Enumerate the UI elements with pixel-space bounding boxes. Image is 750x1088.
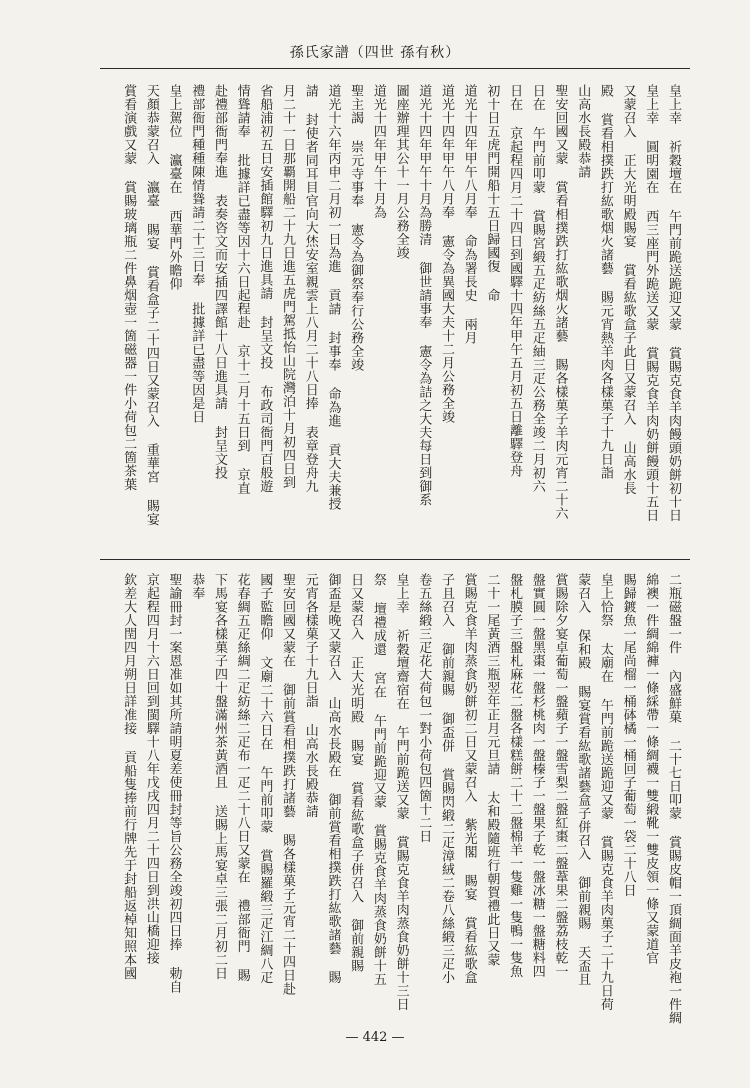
text-column: 聖安回國又蒙 賞看相撲跌打紘歌烟火諸藝 賜各樣菓子羊肉元宵二十六 xyxy=(552,84,568,520)
text-column: 元宵各樣菓子十九日詣 山高水長殿恭請 xyxy=(302,573,318,818)
text-column: 道光十四年甲午八月奉 命為署長史 兩月 xyxy=(461,84,477,345)
text-column: 殿 賞看相撲跌打紘歌烟火諸藝 賜元宵熱羊肉各樣菓子十九日詣 xyxy=(597,84,613,480)
text-column: 綿襖一件綢綿褲一條綵帶一條綢襪一雙緞靴一雙皮領一條又蒙道官 xyxy=(643,573,659,965)
text-column: 祭 壇禮成還 宮在 午門前跪迎又蒙 賞賜克食羊肉蒸食奶餅十五 xyxy=(370,573,386,986)
text-column: 皇上恰祭 太廟在 午門前跪送跪迎又蒙 賞賜克食羊肉菓子二十九日荷 xyxy=(597,573,613,1011)
text-column: 欽差大人閏四月朔日詳准接 貢船隻捧前行牌先于封船返棹知照本國 xyxy=(121,573,137,980)
upper-text-block xyxy=(94,84,684,564)
text-column: 赴禮部衙門奉進 表奏咨文而安插四譯館十八日進具請 封呈文投 xyxy=(211,84,227,480)
text-column: 日又蒙召入 正大光明殿 賜宴 賞看紘歌盒子併召入 御前親賜 xyxy=(348,573,364,973)
text-column: 天顏恭蒙召入 瀛臺 賜宴 賞看盒子二十四日又蒙召入 重華宮 賜宴 xyxy=(143,84,159,526)
text-column: 國子監瞻仰 文廟二十六日在 午門前叩蒙 賞賜羅緞三疋江綢八疋 xyxy=(257,573,273,984)
text-column: 花春綢五疋絲綢二疋紡絲二疋布一疋二十八日又蒙在 禮部衙門 賜 xyxy=(234,573,250,982)
text-column: 圖座辦理其公十一月公務全竣 xyxy=(393,84,409,260)
text-column: 請 封使者同耳目官向大烋安室親雲上八月二十八日捧 表章登舟九 xyxy=(302,84,318,493)
text-column: 道光十六年丙申二月初一日為進 貢請 封事奉 命為進 貢大夫兼授 xyxy=(325,84,341,511)
text-column: 恭奉 xyxy=(189,573,205,600)
lower-text-block xyxy=(94,573,684,1053)
text-column: 聖主謁 崇元寺事奉 憲令為御祭奉行公務全竣 xyxy=(348,84,364,372)
text-column: 日在 京起程四月二十四日到國驛十四年甲午五月初五日離驛登舟 xyxy=(507,84,523,478)
text-column: 道光十四年甲午十月為 xyxy=(370,84,386,219)
text-column: 道光十四年甲午八月奉 憲令為異國大夫十二月公務全竣 xyxy=(438,84,454,424)
text-column: 賞看演戲又蒙 賞賜玻璃瓶二件鼻烟壺一箇磁器一件小荷包二箇茶葉 xyxy=(121,84,137,491)
text-column: 賞賜克食羊肉蒸食奶餅初二日又蒙召入 紫光閣 賜宴 賞看紘歌盒 xyxy=(461,573,477,984)
text-column: 下馬宴各樣菓子四十盤滿州茶黃酒且 送賜上馬宴卓三張二月初二日 xyxy=(211,573,227,980)
text-column: 初十日五虎門開船十五日歸國復 命 xyxy=(484,84,500,302)
text-column: 日在 午門前叩蒙 賞賜宮緞五疋紡絲五疋紬三疋公務全竣二月初六 xyxy=(529,84,545,493)
middle-rule xyxy=(100,559,690,560)
text-column: 子且召入 御前親賜 御盃併 賞賜閃緞二疋漳絨二卷八絲緞三疋小 xyxy=(438,573,454,984)
text-column: 盤實圓一盤黑棗一盤杉桃肉一盤榛子一盤果子乾一盤冰糖一盤糖料四 xyxy=(529,573,545,978)
text-column: 聖安回國又蒙在 御前賞看相撲跌打諸藝 賜各樣菓子元宵二十四日赴 xyxy=(280,573,296,996)
text-column: 二十一尾黃酒三瓶翌年正月元旦請 太和殿隨班行朝賀禮此日又蒙 xyxy=(484,573,500,967)
text-column: 賞賜除夕宴卓葡萄一盤蘋子一盤雪梨二盤紅棗二盤葦果二盤荔枝乾一 xyxy=(552,573,568,978)
text-column: 皇上駕位 瀛臺在 西華門外瞻仰 xyxy=(166,84,182,291)
text-column: 月二十一日那覇開船二十九日進五虎門駕抵怡山院灣泊十月初四日到 xyxy=(280,84,296,489)
top-rule xyxy=(100,68,690,69)
text-column: 蒙召入 保和殿 賜宴賞看紘歌諸藝盒子併召入 御前親賜 天盃且 xyxy=(575,573,591,986)
text-column: 二瓶磁盤一件 內盛鮮菓 二十七日叩蒙 賞賜皮帽一頂綢面羊皮袍一件綢 xyxy=(666,573,681,1025)
text-column: 皇上幸 祈穀壇在 午門前跪送跪迎又蒙 賞賜克食羊肉饅頭奶餅初十日 xyxy=(666,84,681,522)
text-column: 卷五絲緞三疋花大荷包一對小荷包四箇十二日 xyxy=(416,573,432,843)
page-title: 孫氏家譜（四世 孫有秋） xyxy=(289,45,461,61)
text-column: 山高水長殿恭請 xyxy=(575,84,591,179)
text-column: 皇上幸 祈穀壇齋宿在 午門前跪送又蒙 賞賜克食羊肉蒸食奶餅十三日 xyxy=(393,573,409,1011)
text-column: 京起程四月十六日回到閩驛十八年戊戌四月二十四日到洪山橋迎接 xyxy=(143,573,159,965)
text-column: 皇上幸 圓明園在 西三座門外跪送又蒙 賞賜克食羊肉奶餅饅頭十五日 xyxy=(643,84,659,522)
text-column: 盤札膜子三盤札麻花二盤各樣糕餅二十二盤棉羊一隻雞一隻鴨一隻魚 xyxy=(507,573,523,978)
text-column: 賜歸鍍魚一尾尚榴一桶砵橘一桶回子葡萄一袋二十八日 xyxy=(620,573,636,897)
text-column: 禮部衙門種種陳情聳請二十三日奉 批據詳已盡等因是日 xyxy=(189,84,205,424)
text-column: 情聳請奉 批據詳已盡等因十六日起程赴 京十二月十五日到 京直 xyxy=(234,84,250,495)
text-column: 省船浦初五日安插館驛初九日進具請 封呈文投 布政司衙門百般遊 xyxy=(257,84,273,493)
text-column: 聖諭冊封一案恩准如其所請明夏差使冊封等旨公務全竣初四日捧 勅自 xyxy=(166,573,182,994)
text-column: 御盃是晚又蒙召入 山高水長殿在 御前賞看相撲跌打紘歌諸藝 賜 xyxy=(325,573,341,984)
text-column: 又蒙召入 正大光明殿賜宴 賞看紘歌盒子此日又蒙召入 山高水長 xyxy=(620,84,636,495)
page-number: — 442 — xyxy=(345,1030,405,1045)
text-column: 道光十四年甲午十月為勝清 御世請事奉 憲令為詰之大夫每日到御系 xyxy=(416,84,432,507)
